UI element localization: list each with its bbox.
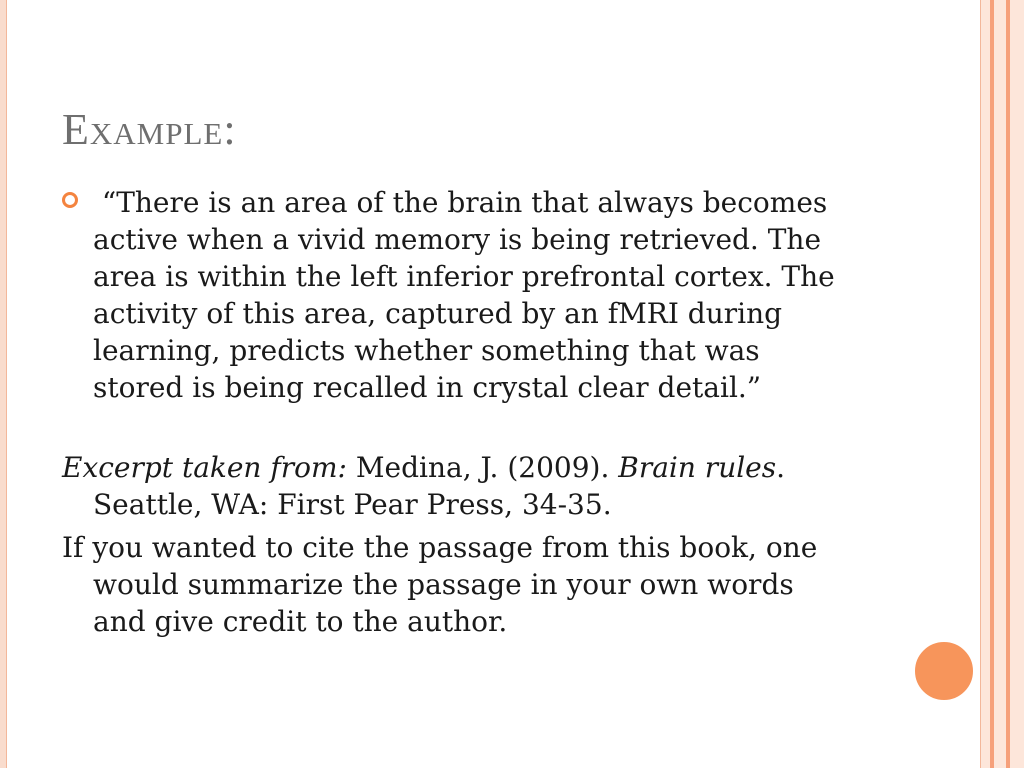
- slide-content: [62, 184, 852, 640]
- citation-lead: Excerpt taken from:: [62, 451, 347, 484]
- circle-bullet-icon: [62, 192, 78, 208]
- citation-book-title: Brain rules: [618, 451, 777, 484]
- slide-title: Example:: [62, 105, 237, 154]
- quote-bullet: [62, 184, 852, 406]
- instruction-text: If you wanted to cite the passage from this book, one would summarize the passage in your own words and give credit to the author.: [62, 531, 818, 638]
- citation-publisher: . Seattle, WA: First Pear Press, 34-35.: [93, 451, 786, 521]
- right-stripe-decoration: [1010, 0, 1024, 768]
- quote-text: “There is an area of the brain that always becomes active when a vivid memory is being retrieved. The area is within the left inferior prefrontal cortex. The activity of this area, captured by an fMRI during learning, predicts whether something that was stored is being recalled in crystal clear detail.”: [93, 186, 835, 404]
- left-border-decoration: [0, 0, 7, 768]
- decorative-circle: [913, 640, 975, 702]
- citation-author-year: Medina, J. (2009).: [346, 451, 619, 484]
- right-stripe-decoration: [994, 0, 1006, 768]
- citation: [62, 449, 852, 523]
